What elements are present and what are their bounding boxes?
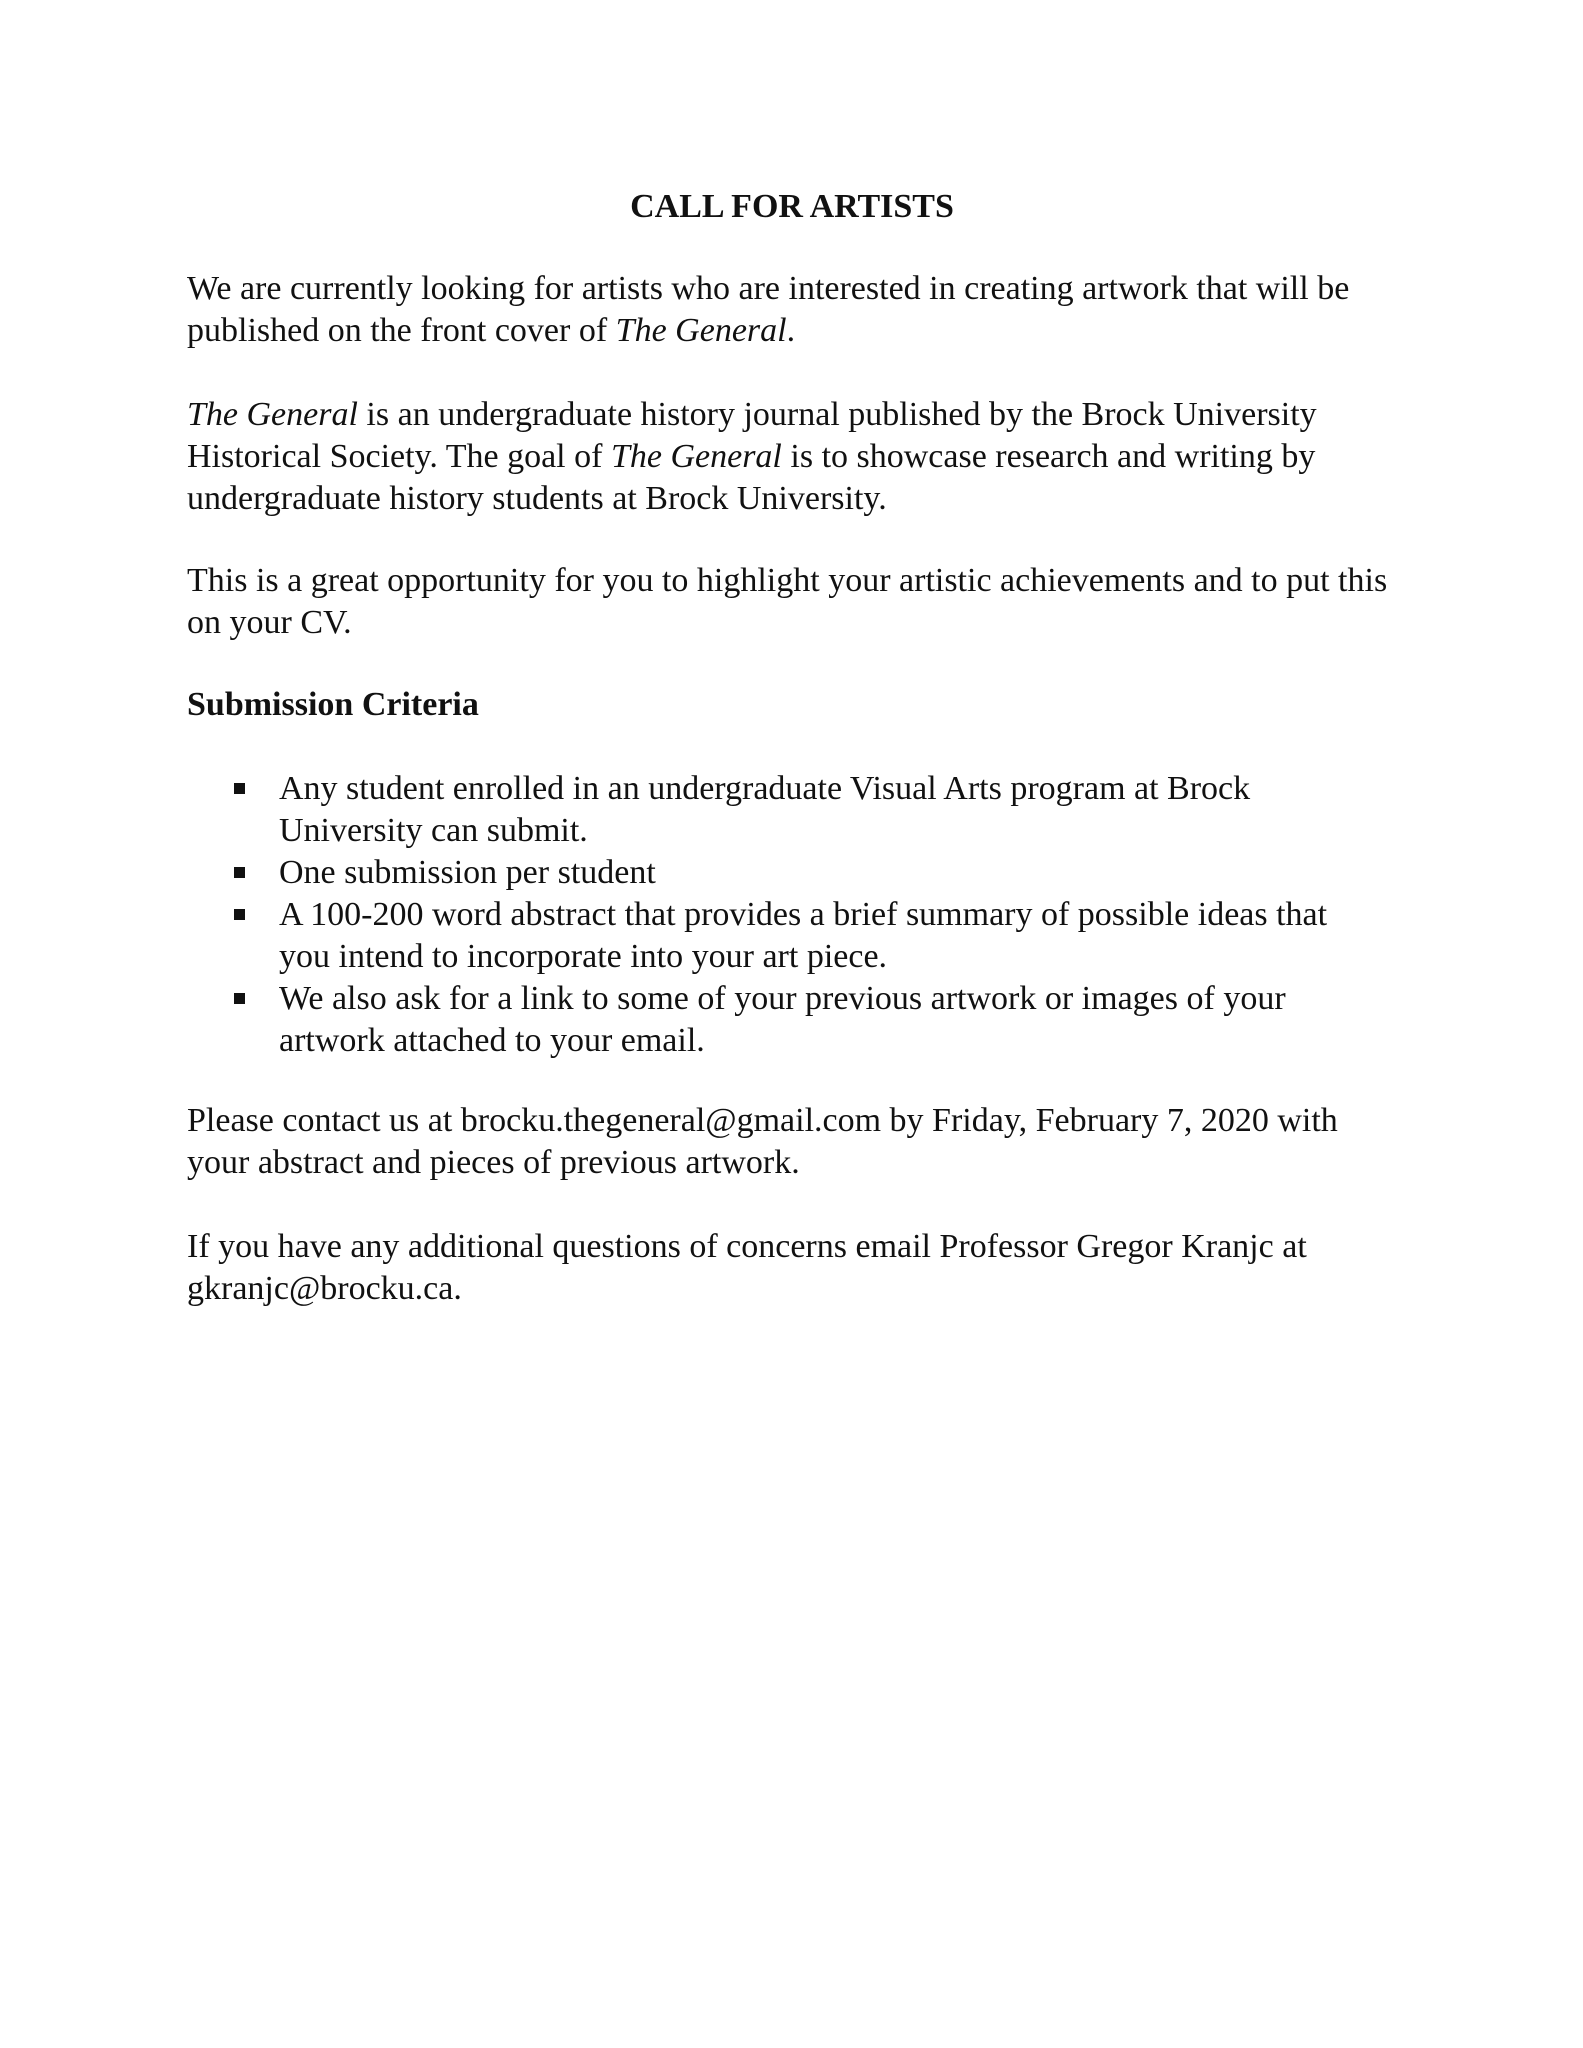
intro-paragraph (187, 268, 1397, 352)
square-bullet-icon (234, 867, 245, 878)
page-title: CALL FOR ARTISTS (630, 188, 954, 225)
journal-name: The General (615, 312, 787, 349)
list-item-text: Any student enrolled in an undergraduate Visual Arts program at Brock University can submit. (279, 770, 1251, 849)
list-item (187, 894, 1329, 978)
square-bullet-icon (234, 909, 245, 920)
journal-name: The General (187, 396, 358, 433)
opportunity-paragraph: This is a great opportunity for you to highlight your artistic achievements and to put this on your CV. (187, 562, 1388, 641)
list-item (187, 978, 1329, 1062)
journal-name: The General (610, 438, 782, 475)
list-item-text: One submission per student (279, 854, 656, 891)
list-item (187, 768, 1329, 852)
criteria-heading: Submission Criteria (187, 686, 479, 723)
intro-text: We are currently looking for artists who are interested in creating artwork that will be published on the front cover of (187, 270, 1350, 349)
questions-paragraph: If you have any additional questions of concerns email Professor Gregor Kranjc at gkranjc@brocku.ca. (187, 1228, 1307, 1307)
square-bullet-icon (234, 783, 245, 794)
list-item-text: We also ask for a link to some of your previous artwork or images of your artwork attached to your email. (279, 980, 1286, 1059)
square-bullet-icon (234, 993, 245, 1004)
list-item-text: A 100-200 word abstract that provides a brief summary of possible ideas that you intend to incorporate into your art piece. (279, 896, 1328, 975)
intro-end: . (786, 312, 796, 349)
criteria-list (187, 768, 1397, 1062)
contact-paragraph: Please contact us at brocku.thegeneral@gmail.com by Friday, February 7, 2020 with your abstract and pieces of previous artwork. (187, 1102, 1338, 1181)
about-text-2: is to showcase research and writing by undergraduate history students at Brock University. (187, 438, 1316, 517)
list-item (187, 852, 1329, 894)
about-text-1: is an undergraduate history journal published by the Brock University Historical Society. The goal of (187, 396, 1317, 475)
about-paragraph (187, 394, 1397, 520)
